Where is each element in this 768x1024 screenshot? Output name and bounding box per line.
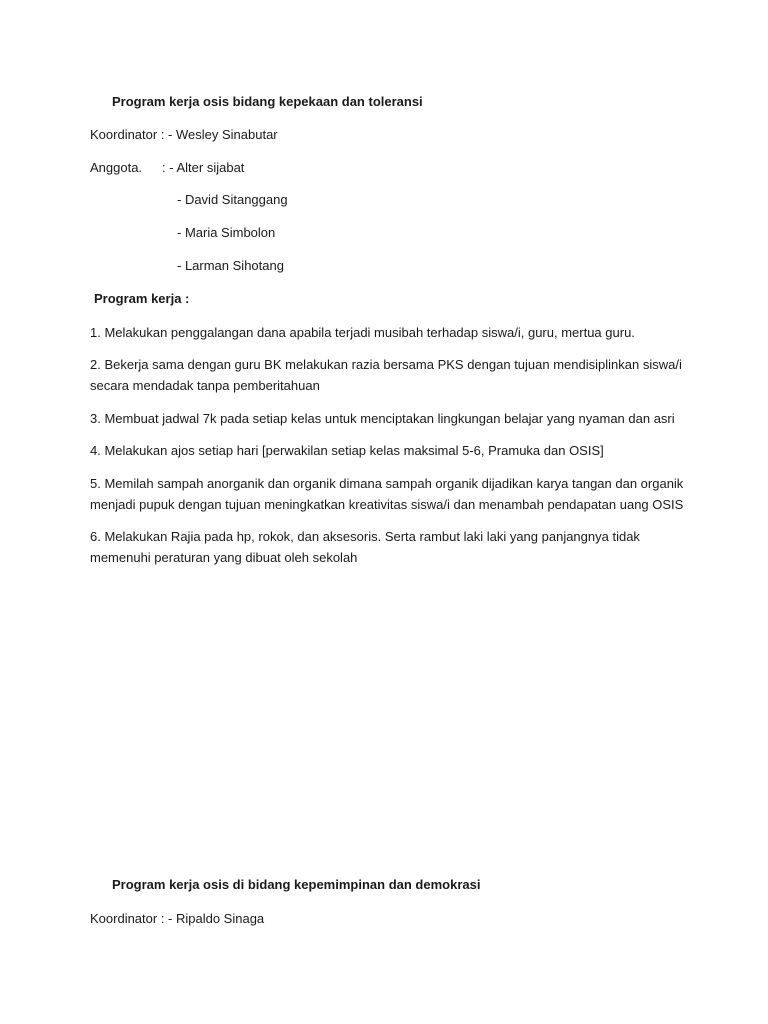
member-item: - Larman Sihotang — [177, 258, 284, 273]
anggota-first-member: : - Alter sijabat — [162, 160, 245, 175]
program-item-line: 2. Bekerja sama dengan guru BK melakukan razia bersama PKS dengan tujuan mendisiplinkan siswa/i — [90, 357, 682, 372]
section1-koordinator: Koordinator : - Wesley Sinabutar — [90, 127, 278, 142]
member-item: - David Sitanggang — [177, 192, 288, 207]
program-item-4 — [90, 440, 680, 461]
section2-koordinator: Koordinator : - Ripaldo Sinaga — [90, 911, 265, 926]
program-item-line: secara mendadak tanpa pemberitahuan — [90, 378, 320, 393]
program-item-line: 6. Melakukan Rajia pada hp, rokok, dan aksesoris. Serta rambut laki laki yang panjangnya tidak — [90, 529, 640, 544]
program-item-line: menjadi pupuk dengan tujuan meningkatkan kreativitas siswa/i dan menambah pendapatan uang OSIS — [90, 497, 684, 512]
program-item-line: 5. Memilah sampah anorganik dan organik dimana sampah organik dijadikan karya tangan dan organik — [90, 476, 684, 491]
program-item-line: 1. Melakukan penggalangan dana apabila terjadi musibah terhadap siswa/i, guru, mertua guru. — [90, 325, 635, 340]
anggota-label: Anggota. — [90, 160, 143, 175]
program-item-line: memenuhi peraturan yang dibuat oleh sekolah — [90, 550, 358, 565]
program-kerja-label: Program kerja : — [94, 291, 190, 306]
section1-title: Program kerja osis bidang kepekaan dan toleransi — [112, 94, 423, 109]
program-item-3 — [90, 408, 680, 429]
program-item-1 — [90, 322, 680, 343]
program-item-line: 4. Melakukan ajos setiap hari [perwakilan setiap kelas maksimal 5-6, Pramuka dan OSIS] — [90, 443, 604, 458]
section1-anggota-row — [90, 160, 244, 176]
program-item-5 — [90, 473, 684, 515]
program-item-line: 3. Membuat jadwal 7k pada setiap kelas untuk menciptakan lingkungan belajar yang nyaman dan asri — [90, 411, 675, 426]
member-item: - Maria Simbolon — [177, 225, 276, 240]
program-item-6 — [90, 526, 680, 568]
program-item-2 — [90, 354, 680, 396]
section2-title: Program kerja osis di bidang kepemimpinan dan demokrasi — [112, 877, 481, 892]
